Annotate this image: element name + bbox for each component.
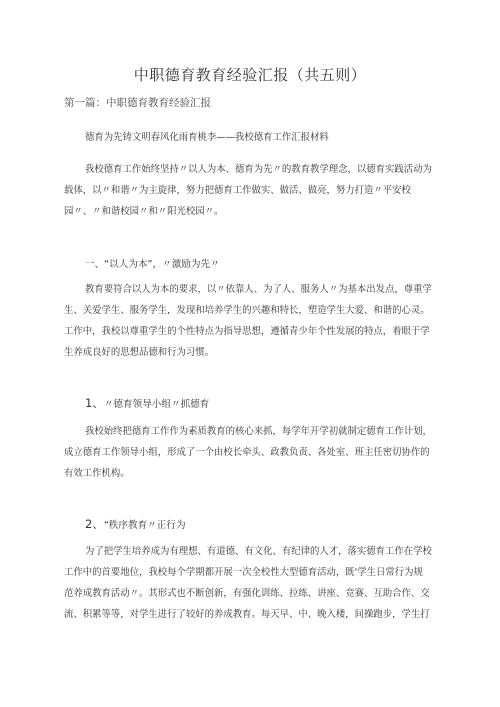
item2-paragraph <box>64 541 437 625</box>
paragraph-line: 载体，以〃和谐〃为主旋律，努力把德育工作做实、做活、做亮，努力打造〃平安校 <box>64 185 411 196</box>
paragraph-line: 有效工作机构。 <box>64 468 130 479</box>
paragraph-line: 园〃、〃和谐校园〃和〃阳光校园〃。 <box>64 206 224 217</box>
paragraph-line: 流、积累等等，对学生进行了较好的养成教育。每天早、中、晚入楼，间操跑步，学生打 <box>64 609 430 620</box>
section1-paragraph <box>64 279 437 363</box>
item1-text: 〃德育领导小组〃抓德育 <box>103 399 210 410</box>
paragraph-line: 工作中的首要地位，我校每个学期都开展一次全校性大型德育活动，既'学生日常行为规 <box>64 567 423 578</box>
paragraph-line: 工作中，我校以尊重学生的个性特点为指导思想，遵循青少年个性发展的特点，着眼于学 <box>64 326 430 337</box>
paragraph-line: 成立德育工作领导小组，形成了一个由校长牵头、政教负责、各处室、班主任密切协作的 <box>64 447 430 458</box>
document-subtitle: 第一篇：中职德育教育经验汇报 <box>64 97 211 109</box>
item2-heading <box>85 516 186 532</box>
paragraph-line: 生养成良好的思想品德和行为习惯。 <box>64 347 215 358</box>
paragraph-line: 教育要符合以人为本的要求，以〃依靠人、为了人、服务人〃为基本出发点，尊重学 <box>85 284 432 295</box>
section1-heading: 一、“以人为本”，〃激励为先〃 <box>85 259 220 270</box>
material-title <box>85 127 458 148</box>
paragraph-line: 我校德育工作始终坚持〃以人为本、德育为先〃的教育教学理念，以德育实践活动为 <box>85 164 432 175</box>
item2-text: “秩序教育〃正行为 <box>103 520 186 531</box>
paragraph-line: 范养成教育活动〃。其形式也不断创新，有强化训练、拉练、讲座、竞赛、互助合作、交 <box>64 588 430 599</box>
item2-number: 2、 <box>85 517 104 531</box>
item1-paragraph <box>64 421 437 484</box>
paragraph-line: 为了把学生培养成为有理想、有道德、有文化、有纪律的人才，落实德育工作在学校 <box>85 546 432 557</box>
item1-number: 1、 <box>85 396 104 410</box>
intro-paragraph <box>64 159 437 222</box>
document-title: 中职德育教育经验汇报（共五则） <box>133 66 367 84</box>
paragraph-line: 我校始终把德育工作作为素质教育的核心来抓，每学年开学初就制定德育工作计划， <box>85 426 432 437</box>
paragraph-line: 生、关爱学生、服务学生，发现和培养学生的兴趣和特长，塑造学生大爱、和谐的心灵。 <box>64 305 430 316</box>
item1-heading <box>85 395 209 411</box>
material-title-line: 德育为先铸文明春风化雨育桃李——我校德育工作汇报材料 <box>85 132 329 143</box>
